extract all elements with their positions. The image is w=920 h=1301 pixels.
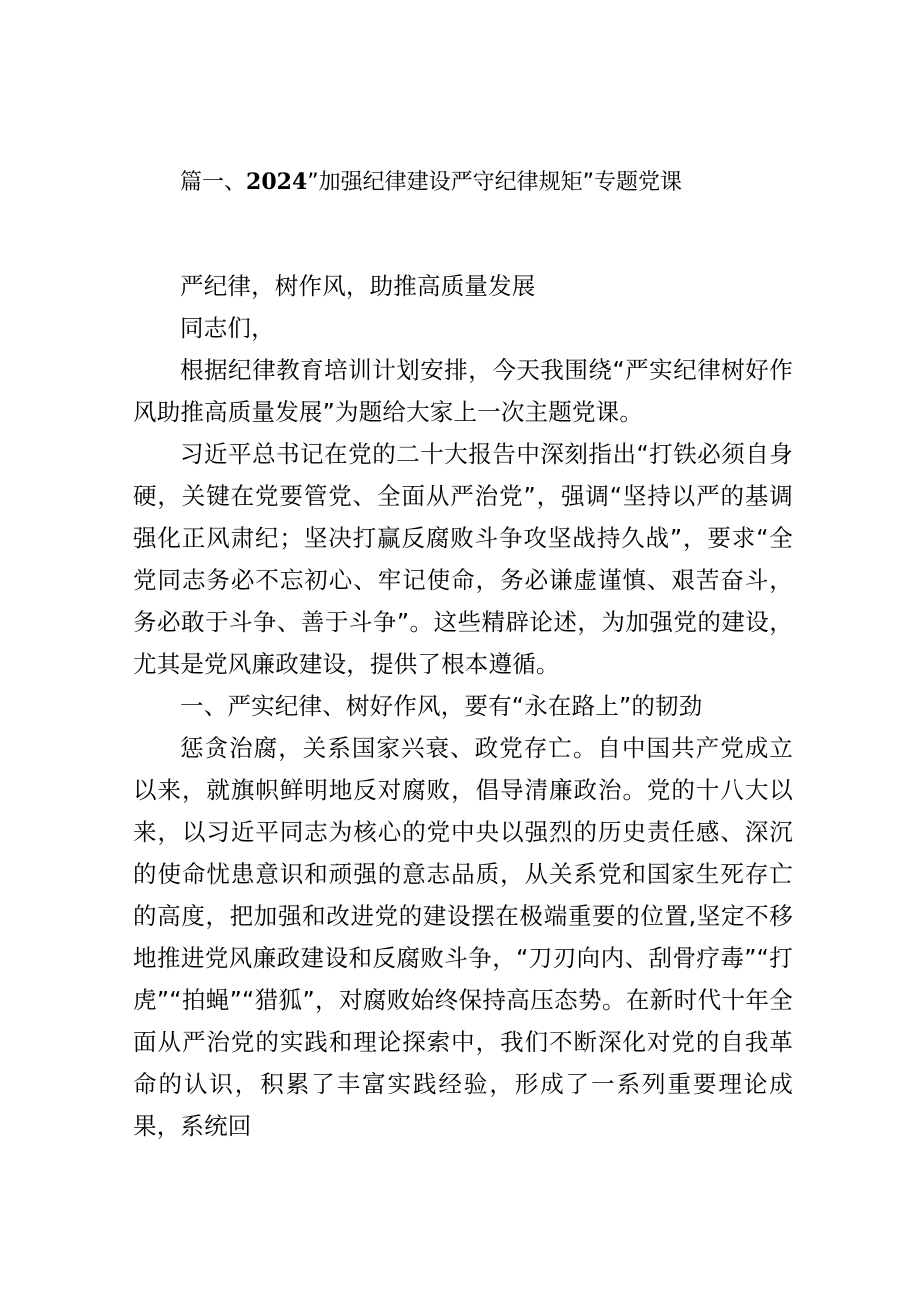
title-rest: ”加强纪律建设严守纪律规矩”专题党课 xyxy=(307,170,683,195)
paragraph-quote: 习近平总书记在党的二十大报告中深刻指出“打铁必须自身硬，关键在党要管党、全面从严治党”，强调“坚持以严的基调强化正风肃纪；坚决打赢反腐败斗争攻坚战持久战”，要求“全党同志务必不忘初心、牢记使命，务必谦虚谨慎、艰苦奋斗，务必敢于斗争、善于斗争”。这些精辟论述，为加强党的建设，尤其是党风廉政建设，提供了根本遵循。 xyxy=(133,440,793,678)
section-heading: 一、严实纪律、树好作风，要有“永在路上”的韧劲 xyxy=(180,692,703,720)
document-title xyxy=(180,166,800,199)
section-paragraph: 惩贪治腐，关系国家兴衰、政党存亡。自中国共产党成立以来，就旗帜鲜明地反对腐败，倡导清廉政治。党的十八大以来，以习近平同志为核心的党中央以强烈的历史责任感、深沉的使命忧患意识和顽强的意志品质，从关系党和国家生死存亡的高度，把加强和改进党的建设摆在极端重要的位置,坚定不移地推进党风廉政建设和反腐败斗争，“刀刃向内、刮骨疗毒”“打虎”“拍蝇”“猎狐”，对腐败始终保持高压态势。在新时代十年全面从严治党的实践和理论探索中，我们不断深化对党的自我革命的认识，积累了丰富实践经验，形成了一系列重要理论成果，系统回 xyxy=(133,734,793,1140)
document-body xyxy=(133,265,793,1147)
title-year: 2024 xyxy=(246,169,308,195)
paragraph-intro: 根据纪律教育培训计划安排，今天我围绕“严实纪律树好作风助推高质量发展”为题给大家上一次主题党课。 xyxy=(133,356,793,426)
salutation: 同志们， xyxy=(180,314,275,342)
document-subtitle: 严纪律，树作风，助推高质量发展 xyxy=(180,272,536,300)
title-prefix: 篇一、 xyxy=(180,170,247,195)
